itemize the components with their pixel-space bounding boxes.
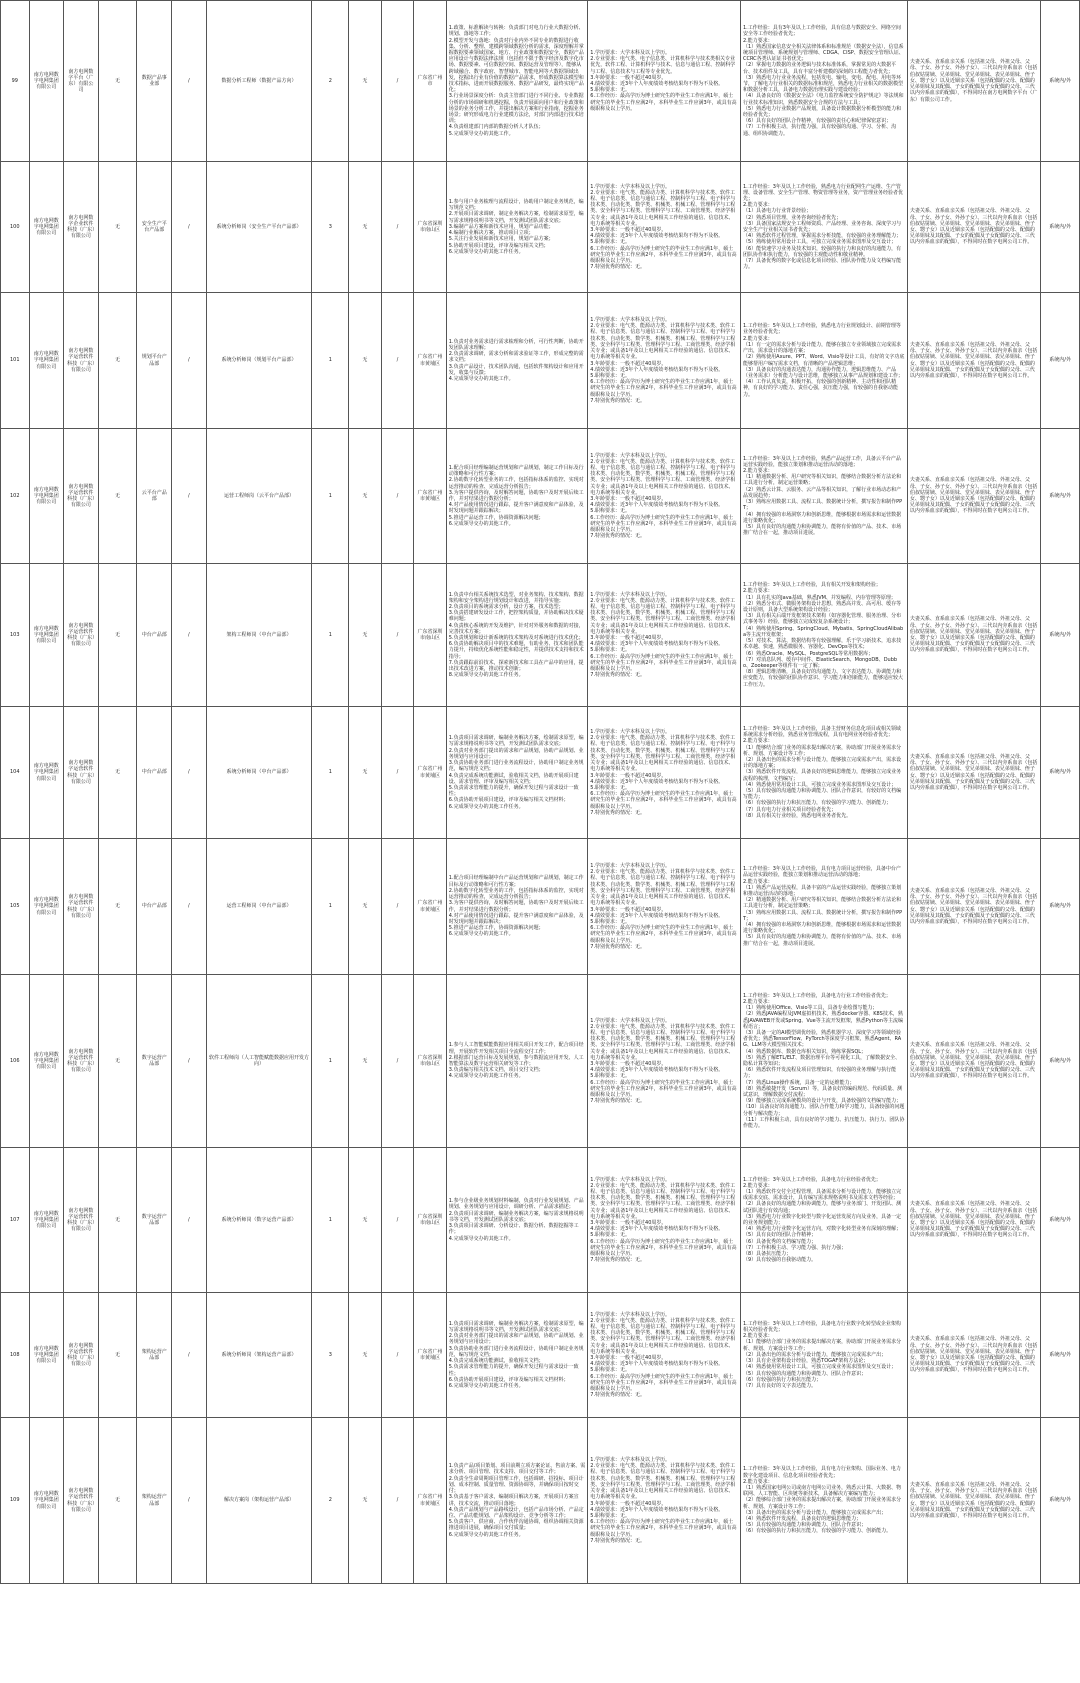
recruit-scope: 系统内/外 bbox=[1041, 839, 1080, 975]
avoidance-relations: 夫妻关系、直系血亲关系（包括祖父母、外祖父母、父母、子女、孙子女、外孙子女）、三代以内旁系血亲（包括伯叔姑舅姨、兄弟姐妹、堂兄弟姐妹、表兄弟姐妹、侄子女、甥子女）以及近姻亲关系（包括配偶的父母、配偶的兄弟姐妹及其配偶、子女的配偶及子女配偶的父母、三代以内旁系血亲的配偶），不得同时在数字电网公司工作。 bbox=[907, 293, 1040, 429]
work-location: 广东省广州市黄埔区 bbox=[414, 1418, 447, 1584]
company-name: 南方电网数字电网集团有限公司 bbox=[29, 162, 64, 293]
subsidiary-name: 南方电网数字平台（广东）有限公司 bbox=[64, 1, 99, 162]
department: 数字运营产品部 bbox=[137, 975, 172, 1148]
post-name: 数据分析工程师（数据产品方向） bbox=[206, 1, 312, 162]
recruit-scope: 系统内/外 bbox=[1041, 1, 1080, 162]
headcount: 1 bbox=[312, 429, 349, 564]
basic-requirements: 1.学历要求：大学本科及以上学历。 2.专业要求：电气类、能源动力类、计算机科学与技术类、软件工程、电子信息类、信息与通信工程、控制科学与工程、电子科学与技术类、自动化类、数学类、机械类、机械工程、管理科学与工程类、安全科学与工程类、管理科学与工程、工商管理类、经济学相关专业；或具备1年及以上电网相关工作经验的通信、信息技术、电力系统等相关专业。 3.年龄要求：一般不超过40周岁。 4.绩效要求：近3年个人年度绩效考核结果均不得为不及格。 5.职称要求：无。 6.工作经历：最高学历为博士研究生的毕业生工作应满1年，硕士研究生的毕业生工作应满2年，本科毕业生工作应满3年，或具有高级职称及以上学历。 7.特别优秀的情况：无。 bbox=[588, 1293, 741, 1418]
company-name: 南方电网数字电网集团有限公司 bbox=[29, 1, 64, 162]
basic-requirements: 1.学历要求：大学本科及以上学历。 2.专业要求：电气类、能源动力类、计算机科学与技术类、软件工程、电子信息类、信息与通信工程、控制科学与工程、电子科学与技术类、自动化类、数学类、机械类、机械工程、管理科学与工程类、安全科学与工程类、管理科学与工程、工商管理类、经济学相关专业；或具备1年及以上电网相关工作经验的通信、信息技术、电力系统等相关专业。 3.年龄要求：一般不超过40周岁。 4.绩效要求：近3年个人年度绩效考核结果均不得为不及格。 5.职称要求：无。 6.工作经历：最高学历为博士研究生的毕业生工作应满1年，硕士研究生的毕业生工作应满2年，本科毕业生工作应满3年，或具有高级职称及以上学历。 7.特别优秀的情况：无。 bbox=[588, 162, 741, 293]
recruit-scope: 系统内/外 bbox=[1041, 564, 1080, 707]
basic-requirements: 1.学历要求：大学本科及以上学历。 2.专业要求：电气类、能源动力类、计算机科学与技术类、软件工程、电子信息类、信息与通信工程、控制科学与工程、电子科学与技术类、自动化类、数学类、机械类、机械工程、管理科学与工程类、安全科学与工程类、管理科学与工程、工商管理类、经济学相关专业；或具备1年及以上电网相关工作经验的通信、信息技术、电力系统等相关专业。 3.年龄要求：一般不超过40周岁。 4.绩效要求：近3年个人年度绩效考核结果均不得为不及格。 5.职称要求：无。 6.工作经历：最高学历为博士研究生的毕业生工作应满1年，硕士研究生的毕业生工作应满2年，本科毕业生工作应满3年，或具有高级职称及以上学历。 7.特别优秀的情况：无。 bbox=[588, 564, 741, 707]
post-name: 运营工程师岗（云平台产品部） bbox=[206, 429, 312, 564]
basic-requirements: 1.学历要求：大学本科及以上学历。 2.专业要求：电气类、能源动力类、计算机科学与技术类、软件工程、电子信息类、信息与通信工程、控制科学与工程、电子科学与技术类、自动化类、数学类、机械类、机械工程、管理科学与工程类、安全科学与工程类、管理科学与工程、工商管理类、经济学相关专业；或具备1年及以上电网相关工作经验的通信、信息技术、电力系统等相关专业。 3.年龄要求：一般不超过40周岁。 4.绩效要求：近3年个人年度绩效考核结果均不得为不及格。 5.职称要求：无。 6.工作经历：最高学历为博士研究生的毕业生工作应满1年，硕士研究生的毕业生工作应满2年，本科毕业生工作应满3年，或具有高级职称及以上学历。 7.特别优秀的情况：无。 bbox=[588, 707, 741, 839]
qualification-requirements: 1.工作经验：3年及以上工作经验，熟悉产品运营工作，具备云平台产品运营实践经验，能独立策划和推动运营活动的落地； 2.能力要求： （1）精通数据分析、用户研究等相关知识，能够结合数据分析方法论和工具进行分析，制定运营策略； （2）熟悉云计算、云服务、云产品等相关知识，了解行业市场动态和产品发展趋势； （3）熟练应用数据工具、流程工具、数据统计分析，撰写报告和制作PPT； （4）拥有较强的市场洞察力和创新思维，能够根据市场需求和运营数据进行策略优化； （5）具有良好的沟通能力和协调能力，能将有价值的产品、技术、市场推广结合在一起，推动项目进展。 bbox=[740, 429, 907, 564]
recruit-scope: 系统内/外 bbox=[1041, 162, 1080, 293]
work-location: 广东省广州市黄埔区 bbox=[414, 1293, 447, 1418]
headcount: 1 bbox=[312, 1148, 349, 1293]
serial-number: 104 bbox=[1, 707, 30, 839]
level-cell: 无 bbox=[98, 707, 137, 839]
job-duties: 1.配合项目经理编制运营规划和产品规划，制定工作目标及行动策略和可行性方案； 2.协助数字化转型业务的工作，包括指标体系的监控、实现对运营推动的检查、完成运营分析报告； 3.为客户提供咨询，及时解答问题，协助客户及时开展后续工作，并对结果进行数据分析； 4.对产品使用情况进行跟踪，提升客户满意度和产品体验，及时发现问题并跟踪解决； 5.推进产品运营工作，协调资源解决问题； 6.完成领导交办的其他工作。 bbox=[446, 429, 587, 564]
post-name: 解决方案岗（架构运营产品部） bbox=[206, 1418, 312, 1584]
company-name: 南方电网数字电网集团有限公司 bbox=[29, 429, 64, 564]
qualification-requirements: 1.工作经验：3年及以上工作经验，具备主营财务信息化项目或相关领域系统需求分析经验，熟悉业务管理流程，具有电网业务经验者优先； 2.能力要求： （1）能够结合部门业务的需求提出解决方案，协助部门开展业务需求分析、规划、方案设计等工作； （2）具备出色的需求分析与设计能力，能够独立完成需求产出，需求设计的落地方案； （3）熟悉软件开发流程，具备良好的逻辑思维能力，能够独立完成业务流程的梳理，文档编写； （4）熟悉使用常用设计工具，可独立完成业务需求图形及交互设计； （5）具有较强的沟通能力和协调能力、团队合作意识，有较好的文档编写能力； （6）有较强的执行力和抗压能力，有较强的学习能力、创新能力； （7）具有电力行业相关项目经验者优先； （8）具有相关行业经验，熟悉电网业务者优先。 bbox=[740, 707, 907, 839]
level2-cell: 无 bbox=[349, 564, 382, 707]
company-name: 南方电网数字电网集团有限公司 bbox=[29, 975, 64, 1148]
avoidance-relations: 夫妻关系、直系血亲关系（包括祖父母、外祖父母、父母、子女、孙子女、外孙子女）、三代以内旁系血亲（包括伯叔姑舅姨、兄弟姐妹、堂兄弟姐妹、表兄弟姐妹、侄子女、甥子女）以及近姻亲关系（包括配偶的父母、配偶的兄弟姐妹及其配偶、子女的配偶及子女配偶的父母、三代以内旁系血亲的配偶），不得同时在数字电网公司工作。 bbox=[907, 1148, 1040, 1293]
company-name: 南方电网数字电网集团有限公司 bbox=[29, 1418, 64, 1584]
slash-cell: / bbox=[172, 1418, 207, 1584]
recruit-scope: 系统内/外 bbox=[1041, 1418, 1080, 1584]
serial-number: 107 bbox=[1, 1148, 30, 1293]
avoidance-relations: 夫妻关系、直系血亲关系（包括祖父母、外祖父母、父母、子女、孙子女、外孙子女）、三代以内旁系血亲（包括伯叔姑舅姨、兄弟姐妹、堂兄弟姐妹、表兄弟姐妹、侄子女、甥子女）以及近姻亲关系（包括配偶的父母、配偶的兄弟姐妹及其配偶、子女的配偶及子女配偶的父母、三代以内旁系血亲的配偶），不得同时在数字电网公司工作。 bbox=[907, 975, 1040, 1148]
level-cell: 无 bbox=[98, 839, 137, 975]
headcount: 1 bbox=[312, 293, 349, 429]
company-name: 南方电网数字电网集团有限公司 bbox=[29, 1148, 64, 1293]
headcount: 1 bbox=[312, 707, 349, 839]
level-cell: 无 bbox=[98, 975, 137, 1148]
qualification-requirements: 1.工作经验：3年及以上工作经验，具备电力行业数字化转型或企业架构相关经验者优先； 2.能力要求： （1）能够结合部门业务的需求提出解决方案，协助部门开展业务需求分析、规划、方案设计等工作； （2）具备出色的需求分析与设计能力，能够独立完成需求产出； （3）具有企业架构设计经验，熟悉TOGAF架构方法论； （4）熟悉使用常用设计工具，可独立完成业务需求图形及交互设计； （5）具有较强的沟通能力和协调能力、团队合作意识； （6）有较强的执行力和抗压能力； （7）具有良好的文字表达能力。 bbox=[740, 1293, 907, 1418]
company-name: 南方电网数字电网集团有限公司 bbox=[29, 293, 64, 429]
slash2-cell: / bbox=[381, 1418, 414, 1584]
company-name: 南方电网数字电网集团有限公司 bbox=[29, 839, 64, 975]
basic-requirements: 1.学历要求：大学本科及以上学历。 2.专业要求：电气类、能源动力类、计算机科学与技术类、软件工程、电子信息类、信息与通信工程、控制科学与工程、电子科学与技术类、自动化类、数学类、机械类、机械工程、管理科学与工程类、安全科学与工程类、管理科学与工程、工商管理类、经济学相关专业；或具备1年及以上电网相关工作经验的通信、信息技术、电力系统等相关专业。 3.年龄要求：一般不超过40周岁。 4.绩效要求：近3年个人年度绩效考核结果均不得为不及格。 5.职称要求：无。 6.工作经历：最高学历为博士研究生的毕业生工作应满1年，硕士研究生的毕业生工作应满2年，本科毕业生工作应满3年，或具有高级职称及以上学历。 7.特别优秀的情况：无。 bbox=[588, 975, 741, 1148]
department: 架构运营产品部 bbox=[137, 1418, 172, 1584]
slash2-cell: / bbox=[381, 1148, 414, 1293]
slash2-cell: / bbox=[381, 839, 414, 975]
company-name: 南方电网数字电网集团有限公司 bbox=[29, 1293, 64, 1418]
recruit-scope: 系统内/外 bbox=[1041, 707, 1080, 839]
level-cell: 无 bbox=[98, 1293, 137, 1418]
post-name: 系统分析师岗（中台产品部） bbox=[206, 707, 312, 839]
avoidance-relations: 夫妻关系、直系血亲关系（包括祖父母、外祖父母、父母、子女、孙子女、外孙子女）、三代以内旁系血亲（包括伯叔姑舅姨、兄弟姐妹、堂兄弟姐妹、表兄弟姐妹、侄子女、甥子女）以及近姻亲关系（包括配偶的父母、配偶的兄弟姐妹及其配偶、子女的配偶及子女配偶的父母、三代以内旁系血亲的配偶），不得同时在数字电网公司工作。 bbox=[907, 429, 1040, 564]
job-duties: 1.参与用户业务梳理与流程设计，协助用户制定业务规范，编写规范文档； 2.开展项目需求调研，制定业务解决方案，绘制需求原型，编写需求规格说明书等文档，开发测试团队需求交底； 3.编制产品方案和新技术应用，规划产品功能； 4.编制行业解决方案，推动项目立项； 5.关注行业发展和新技术应用，规划产品方案； 5.协助开展项目建设，评审及编写相关文档； 6.完成领导交办的其他工作任务。 bbox=[446, 162, 587, 293]
level2-cell: 无 bbox=[349, 707, 382, 839]
headcount: 3 bbox=[312, 162, 349, 293]
recruit-scope: 系统内/外 bbox=[1041, 429, 1080, 564]
job-duties: 1.政策、标准解读与转换：负责部门对电力行业大数据分析、规划、落地等工作； 2.模型开发与落地：负责对行业内外不同专业的数据进行收集、分析、整理、建模跨领域数据分析的需求，深度理解并掌握数据要素领域国家、地方、行业政策和数据安全，数据产品应用设计与数据法律法规（包括但不限于数字经济及数字化市场、数据要素、可信数据空间、数据运营及管理等），能够从跨域融合、数字政府、智慧城市、智能电网等大数据领域出发，挖掘出行业有价值的数据产品需求，形成数据算法模型和技术指标，进而开展数据服务、数据产品研发，最终实现产品化； 3.行业场景深度分析：负责主管部门进行不同行业、专业数据分析的市场调研和机遇挖掘，负责开展面向用户和行业政策和场景的业务分析工作，并提出解决方案和行业指南，挖掘业务场景；研究形成电力行业建模方法论，对部门内部进行技术培训； 4.负责组建部门内部的数据分析人才队伍； 5.完成领导交办的其他工作。 bbox=[446, 1, 587, 162]
level2-cell: 无 bbox=[349, 839, 382, 975]
department: 中台产品部 bbox=[137, 564, 172, 707]
slash2-cell: / bbox=[381, 1, 414, 162]
job-duties: 1.负责对业务需求进行需求梳理和分析，可行性判断，协助开发团队需求理解； 2.负责需求调研，需求分析和需求验证等工作，形成完整的需求文档； 3.负责产品设计，技术团队沟通，包括软件架构设计和应用开发，收集与反馈； 4.完成领导交办的其他工作。 bbox=[446, 293, 587, 429]
slash-cell: / bbox=[172, 293, 207, 429]
slash2-cell: / bbox=[381, 429, 414, 564]
job-duties: 1.负责产品/项目策划、项目前期立项方案论证、售前方案、需求分析、项目管理、技术支持、项目交付等工作； 2.负责全生命周期项目管理工作，包括调研、招投标、项目计划、成本控制、质量管理、资源协调等，并确保项目按时交付； 3.负责基于客户需求，编制项目解决方案，开展项目方案宣讲，技术交流，推动项目落地； 4.负责产品规划与产品路线设计，包括产品市场分析、产品定位、产品功能规划、产品架构设计、竞争分析等工作； 5.负责客户、供应商、合作伙伴沟通协调，组织协调相关资源推进项目进展，确保项目交付质量； 6.完成领导交办的其他工作任务。 bbox=[446, 1418, 587, 1584]
table-row bbox=[1, 1148, 1080, 1293]
headcount: 2 bbox=[312, 1, 349, 162]
serial-number: 101 bbox=[1, 293, 30, 429]
recruit-scope: 系统内/外 bbox=[1041, 1293, 1080, 1418]
work-location: 广东省深圳市南山区 bbox=[414, 564, 447, 707]
table-row bbox=[1, 293, 1080, 429]
slash-cell: / bbox=[172, 162, 207, 293]
subsidiary-name: 南方电网数字运营软件科技（广东）有限公司 bbox=[64, 1148, 99, 1293]
post-name: 系统分析师岗（安全生产平台产品部） bbox=[206, 162, 312, 293]
post-name: 软件工程师岗（人工智能赋能数据应用开发方向） bbox=[206, 975, 312, 1148]
slash-cell: / bbox=[172, 1148, 207, 1293]
company-name: 南方电网数字电网集团有限公司 bbox=[29, 707, 64, 839]
department: 数字运营产品部 bbox=[137, 1148, 172, 1293]
basic-requirements: 1.学历要求：大学本科及以上学历。 2.专业要求：电气类、电子信息类、计算机科学与技术类相关专业优先，软件工程、计算机科学与技术、信息与通信工程、控制科学与工程、信息技术与工程等专业优先。 3.年龄要求：一般不超过40周岁。 4.绩效要求：近3年个人年度绩效考核结果均不得为不及格。 5.职称要求：无。 6.工作经历：最高学历为博士研究生的毕业生工作应满1年，硕士研究生的毕业生工作应满2年，本科毕业生工作应满3年，或具有高级职称及以上学历。 bbox=[588, 1, 741, 162]
level-cell: 无 bbox=[98, 293, 137, 429]
headcount: 3 bbox=[312, 1293, 349, 1418]
subsidiary-name: 南方电网数字运营软件科技（广东）有限公司 bbox=[64, 429, 99, 564]
level-cell: 无 bbox=[98, 564, 137, 707]
headcount: 2 bbox=[312, 1418, 349, 1584]
basic-requirements: 1.学历要求：大学本科及以上学历。 2.专业要求：电气类、能源动力类、计算机科学与技术类、软件工程、电子信息类、信息与通信工程、控制科学与工程、电子科学与技术类、自动化类、数学类、机械类、机械工程、管理科学与工程类、安全科学与工程类、管理科学与工程、工商管理类、经济学相关专业；或具备1年及以上电网相关工作经验的通信、信息技术、电力系统等相关专业。 3.年龄要求：一般不超过40周岁。 4.绩效要求：近3年个人年度绩效考核结果均不得为不及格。 5.职称要求：无。 6.工作经历：最高学历为博士研究生的毕业生工作应满1年，硕士研究生的毕业生工作应满2年，本科毕业生工作应满3年，或具有高级职称及以上学历。 7.特别优秀的情况：无。 bbox=[588, 429, 741, 564]
subsidiary-name: 南方电网数字运营软件科技（广东）有限公司 bbox=[64, 707, 99, 839]
serial-number: 105 bbox=[1, 839, 30, 975]
level-cell: 无 bbox=[98, 429, 137, 564]
slash2-cell: / bbox=[381, 293, 414, 429]
table-row bbox=[1, 839, 1080, 975]
work-location: 广东省广州市黄埔区 bbox=[414, 429, 447, 564]
level2-cell: 无 bbox=[349, 293, 382, 429]
avoidance-relations: 夫妻关系、直系血亲关系（包括祖父母、外祖父母、父母、子女、孙子女、外孙子女）、三代以内旁系血亲（包括伯叔姑舅姨、兄弟姐妹、堂兄弟姐妹、表兄弟姐妹、侄子女、甥子女）以及近姻亲关系（包括配偶的父母、配偶的兄弟姐妹及其配偶、子女的配偶及子女配偶的父母、三代以内旁系血亲的配偶），不得同时在数字电网公司工作。 bbox=[907, 707, 1040, 839]
qualification-requirements: 1.工作经验：3年及以上工作经验，具备电力行业工作经验者优先； 2.能力要求： （1）熟练使用Office、Visio等工具，具备专业绘图写能力； （2）熟悉JAVA编程及JVM虚拟机技术，熟悉docker容器、K8S技术，熟悉JAVAWEB开发或Spring、Vue等主流开发框架，熟悉Python等主流编程语言； （3）具备一定的AI模型调优经验，熟悉机器学习、深度学习等领域经验者优先；熟悉TensorFlow、PyTorch等深度学习框架，熟悉Agent、RAG、LLM等大模型相关技术； （4）熟悉数据库、数据仓库相关知识，熟练掌握SQL； （5）熟悉了解ETL/ELT、数据治理平台等可视化工具，了解数据安全、隐私计算等知识； （6）熟悉软件开发流程及项目管理知识，有较强的业务理解与执行能力； （7）熟悉Linux操作系统，具备一定的运维能力； （8）熟悉敏捷开发（Scrum）等，具备良好的编码规范、代码质量、测试意识，理解数据交付流程； （9）能够独立完成系统模块的设计与开发，具备较强的文档编写能力； （10）具备良好的沟通能力、团队合作能力和学习能力，具备较强的问题分析与解决能力； （11）工作积极主动，具有良好的学习能力、抗压能力、执行力、团队协作能力。 bbox=[740, 975, 907, 1148]
serial-number: 102 bbox=[1, 429, 30, 564]
headcount: 1 bbox=[312, 564, 349, 707]
work-location: 广东省广州市黄埔区 bbox=[414, 293, 447, 429]
subsidiary-name: 南方电网数字运营软件科技（广东）有限公司 bbox=[64, 1418, 99, 1584]
department: 安全生产平台产品部 bbox=[137, 162, 172, 293]
job-duties: 1.参与人工智能赋能数据应用相关项目开发工作，配合项目经理，开展软件开发相关项目全流程交付工作； 2.根据部门运营目标及发展规划，参与数据流应用开发、人工智能算法及数字运营相关研发等工作； 3.负责编写相关技术文档，项目交付文档； 4.完成领导交办的其他工作任务。 bbox=[446, 975, 587, 1148]
slash2-cell: / bbox=[381, 162, 414, 293]
level-cell: 无 bbox=[98, 162, 137, 293]
table-row bbox=[1, 1418, 1080, 1584]
table-body bbox=[1, 1, 1080, 1584]
subsidiary-name: 南方电网数字企业软件科技（广东）有限公司 bbox=[64, 162, 99, 293]
recruit-scope: 系统内/外 bbox=[1041, 975, 1080, 1148]
avoidance-relations: 夫妻关系、直系血亲关系（包括祖父母、外祖父母、父母、子女、孙子女、外孙子女）、三代以内旁系血亲（包括伯叔姑舅姨、兄弟姐妹、堂兄弟姐妹、表兄弟姐妹、侄子女、甥子女）以及近姻亲关系（包括配偶的父母、配偶的兄弟姐妹及其配偶、子女的配偶及子女配偶的父母、三代以内旁系血亲的配偶），不得同时在南方电网数字平台（广东）有限公司工作。 bbox=[907, 1, 1040, 162]
avoidance-relations: 夫妻关系、直系血亲关系（包括祖父母、外祖父母、父母、子女、孙子女、外孙子女）、三代以内旁系血亲（包括伯叔姑舅姨、兄弟姐妹、堂兄弟姐妹、表兄弟姐妹、侄子女、甥子女）以及近姻亲关系（包括配偶的父母、配偶的兄弟姐妹及其配偶、子女的配偶及子女配偶的父母、三代以内旁系血亲的配偶），不得同时在数字电网公司工作。 bbox=[907, 839, 1040, 975]
company-name: 南方电网数字电网集团有限公司 bbox=[29, 564, 64, 707]
slash-cell: / bbox=[172, 975, 207, 1148]
level2-cell: 无 bbox=[349, 162, 382, 293]
work-location: 广东省广州市黄埔区 bbox=[414, 839, 447, 975]
table-row bbox=[1, 162, 1080, 293]
serial-number: 109 bbox=[1, 1418, 30, 1584]
job-duties: 1.参与企业级业务规划材料编制，负责对行业发展规划、产品规划、业务规划与应用设计，调研分析、产品需求描述； 2.负责项目需求调研、编制业务解决方案，编写需求规格说明书等文档，开发测试团队需求交底； 3.负责项目需求调研、分析设计、数据分析、数据挖掘等工作； 4.完成领导交办的其他工作。 bbox=[446, 1148, 587, 1293]
slash-cell: / bbox=[172, 707, 207, 839]
slash2-cell: / bbox=[381, 975, 414, 1148]
subsidiary-name: 南方电网数字运营软件科技（广东）有限公司 bbox=[64, 839, 99, 975]
job-duties: 1.配合项目经理编制中台产品运营规划和产品规划，制定工作目标及行动策略和可行性方案； 2.协助数字化转型业务的工作，包括指标体系的监控，实现对运营推动的检查，完成运营分析报告； 3.为客户提供咨询，及时解答问题，协助客户及时开展后续工作，并对结果进行数据分析； 4.对产品使用情况进行跟踪，提升客户满意度和产品体验，及时发现问题并跟踪解决； 5.推进产品运营工作，协调资源解决问题； 6.完成领导交办的其他工作。 bbox=[446, 839, 587, 975]
basic-requirements: 1.学历要求：大学本科及以上学历。 2.专业要求：电气类、能源动力类、计算机科学与技术类、软件工程、电子信息类、信息与通信工程、控制科学与工程、电子科学与技术类、自动化类、数学类、机械类、机械工程、管理科学与工程类、安全科学与工程类、管理科学与工程、工商管理类、经济学相关专业；或具备1年及以上电网相关工作经验的通信、信息技术、电力系统等相关专业。 3.年龄要求：一般不超过40周岁。 4.绩效要求：近3年个人年度绩效考核结果均不得为不及格。 5.职称要求：无。 6.工作经历：最高学历为博士研究生的毕业生工作应满1年，硕士研究生的毕业生工作应满2年，本科毕业生工作应满3年，或具有高级职称及以上学历。 7.特别优秀的情况：无。 bbox=[588, 293, 741, 429]
table-row bbox=[1, 1293, 1080, 1418]
post-name: 系统分析师岗（架构运营产品部） bbox=[206, 1293, 312, 1418]
qualification-requirements: 1.工作经验：3年及以上工作经验，具备电力行业经验者优先； 2.能力要求： （1）熟悉软件交付全过程管理，具备需求分析与设计能力，能够独立完成需求交底、需求设计，具有编写需求规格说明书及需求文档等经验； （2）具备良好的沟通能力和协调能力，能够与业务部门、开发团队、测试团队进行有效沟通； （3）熟悉电力行业数字化转型与数字化运营发展方向及业务，具备一定的业务规划能力； （4）熟悉电力行业数字化运营方向，对数字化转型业务有深刻的理解； （5）具有良好的团队合作精神； （6）具备优秀的文档编写能力； （7）工作积极主动、学习能力强、执行力强； （8）具备抗压能力； （9）具有较强的自我驱动能力。 bbox=[740, 1148, 907, 1293]
slash2-cell: / bbox=[381, 564, 414, 707]
serial-number: 103 bbox=[1, 564, 30, 707]
table-row bbox=[1, 707, 1080, 839]
avoidance-relations: 夫妻关系、直系血亲关系（包括祖父母、外祖父母、父母、子女、孙子女、外孙子女）、三代以内旁系血亲（包括伯叔姑舅姨、兄弟姐妹、堂兄弟姐妹、表兄弟姐妹、侄子女、甥子女）以及近姻亲关系（包括配偶的父母、配偶的兄弟姐妹及其配偶、子女的配偶及子女配偶的父母、三代以内旁系血亲的配偶），不得同时在数字电网公司工作。 bbox=[907, 1293, 1040, 1418]
department: 中台产品部 bbox=[137, 839, 172, 975]
subsidiary-name: 南方电网数字运营软件科技（广东）有限公司 bbox=[64, 975, 99, 1148]
basic-requirements: 1.学历要求：大学本科及以上学历。 2.专业要求：电气类、能源动力类、计算机科学与技术类、软件工程、电子信息类、信息与通信工程、控制科学与工程、电子科学与技术类、自动化类、数学类、机械类、机械工程、管理科学与工程类、安全科学与工程类、管理科学与工程、工商管理类、经济学相关专业；或具备1年及以上电网相关工作经验的通信、信息技术、电力系统等相关专业。 3.年龄要求：一般不超过40周岁。 4.绩效要求：近3年个人年度绩效考核结果均不得为不及格。 5.职称要求：无。 6.工作经历：最高学历为博士研究生的毕业生工作应满1年，硕士研究生的毕业生工作应满2年，本科毕业生工作应满3年，或具有高级职称及以上学历。 7.特别优秀的情况：无。 bbox=[588, 839, 741, 975]
qualification-requirements: 1.工作经验：3年及以上工作经验，具有相关开发和架构经验； 2.能力要求： （1）具有扎实的Java基础，熟悉JVM、并发编程、内存管理等原理； （2）熟悉分布式、微服务架构设计思想，熟悉高并发、高可用、缓存等设计原则，具备大型系统架构设计经验； （3）具有相关后端开发框架技术架构（如容器化管理、服务治理、分布式事务等）经验，能够独立完成较复杂系统设计； （4）熟练使用Spring、SpringCloud、Mybatis、SpringCloudAlibaba等主流开发框架； （5）对技术、算法、数据结构等有较强理解，乐于学习新技术，追求技术卓越、快速，熟悉微服务、容器化、DevOps等技术； （6）熟悉Oracle、MySQL、PostgreSQL等常用数据库； （7）对消息队列、缓存中间件、ElasticSearch、MongoDB、Dubbo、Zookeeper等组件有一定了解； （8）逻辑思维清晰，具备良好的沟通能力、文字表达能力、协调能力和应变能力，有较强的团队协作意识、学习能力和创新能力，能够适应较大工作压力。 bbox=[740, 564, 907, 707]
post-name: 系统分析师岗（规划平台产品部） bbox=[206, 293, 312, 429]
avoidance-relations: 夫妻关系、直系血亲关系（包括祖父母、外祖父母、父母、子女、孙子女、外孙子女）、三代以内旁系血亲（包括伯叔姑舅姨、兄弟姐妹、堂兄弟姐妹、表兄弟姐妹、侄子女、甥子女）以及近姻亲关系（包括配偶的父母、配偶的兄弟姐妹及其配偶、子女的配偶及子女配偶的父母、三代以内旁系血亲的配偶），不得同时在数字电网公司工作。 bbox=[907, 162, 1040, 293]
post-name: 架构工程师岗（中台产品部） bbox=[206, 564, 312, 707]
job-duties: 1.负责中台相关系统技术选型，对业务架构、技术架构、数据架构和安全架构进行规划设计和改进，并指导实施； 2.负责项目的系统需求分析，设计方案，技术选型； 3.负责搭建研发设计工作，把控架构质量，并协助解决技术疑难问题； 4.负责核心系统的开发及维护，针对对外服务和数据的对接，完善技术方案； 5.负责规划和设计新系统的技术架构及对系统进行技术优化； 6.负责协助解决项目中的技术难题，有助业务、技术和团队能力提升，持续优化系统性能和稳定性，并提供技术支持和技术指导； 7.负责跟踪前沿技术，探索新技术和工具在产品中的应用，提出技术改进方案，推动技术创新； 8.完成领导交办的其他工作任务。 bbox=[446, 564, 587, 707]
level-cell: 无 bbox=[98, 1, 137, 162]
serial-number: 108 bbox=[1, 1293, 30, 1418]
serial-number: 106 bbox=[1, 975, 30, 1148]
level-cell: 无 bbox=[98, 1418, 137, 1584]
serial-number: 100 bbox=[1, 162, 30, 293]
post-name: 运营工程师岗（中台产品部） bbox=[206, 839, 312, 975]
table-row bbox=[1, 564, 1080, 707]
level2-cell: 无 bbox=[349, 429, 382, 564]
slash-cell: / bbox=[172, 429, 207, 564]
table-row bbox=[1, 975, 1080, 1148]
level2-cell: 无 bbox=[349, 1, 382, 162]
basic-requirements: 1.学历要求：大学本科及以上学历。 2.专业要求：电气类、能源动力类、计算机科学与技术类、软件工程、电子信息类、信息与通信工程、控制科学与工程、电子科学与技术类、自动化类、数学类、机械类、机械工程、管理科学与工程类、安全科学与工程类、管理科学与工程、工商管理类、经济学相关专业；或具备1年及以上电网相关工作经验的通信、信息技术、电力系统等相关专业。 3.年龄要求：一般不超过40周岁。 4.绩效要求：近3年个人年度绩效考核结果均不得为不及格。 5.职称要求：无。 6.工作经历：最高学历为博士研究生的毕业生工作应满1年，硕士研究生的毕业生工作应满2年，本科毕业生工作应满3年，或具有高级职称及以上学历。 7.特别优秀的情况：无。 bbox=[588, 1418, 741, 1584]
recruit-scope: 系统内/外 bbox=[1041, 1148, 1080, 1293]
qualification-requirements: 1.工作经验：5年及以上工作经验，熟悉电力行业规划设计、前期管理等业务经验者优先； 2.能力要求： （1）有一定的需求分析与设计能力，能够在独立专业领域独立完成需求产出，需求设计的落地方案； （2）熟练使用Axure、PPT、Word、Visio等设计工具，有好的文字功底能够帮用户编写需求文档，有清晰的产品逻辑思维； （3）具备良好的沟通表达能力，沟通协作能力，逻辑思维能力、产品（业务需求）分析能力与设计思维，能够独立从事产品规划和建设工作； （4）工作认真负责，积极开拓，有较强的创新精神、主动性和团队精神，有良好的学习能力、责任心强，抗压能力强，有较强的自我驱动能力。 bbox=[740, 293, 907, 429]
work-location: 广东省广州市黄埔区 bbox=[414, 707, 447, 839]
level2-cell: 无 bbox=[349, 1293, 382, 1418]
subsidiary-name: 南方电网数字运营软件科技（广东）有限公司 bbox=[64, 564, 99, 707]
level2-cell: 无 bbox=[349, 1418, 382, 1584]
qualification-requirements: 1.工作经验：3年及以上工作经验，熟悉电力行业配网生产运维、生产管理、设备管理、安全生产管理、物资管理等业务，资产管理业务经验者优先； 2.能力要求： （1）具备电力行业背景经验； （2）熟悉项目管理，业务咨询经验者优先； （3）具备国家法规安全工程师资质、产品经理、业务咨询、深度学习与安全生产行业相关证书者优先； （4）熟悉软件过程管理，掌握需求分析技能，有较强的业务理解能力； （5）熟练使用常用设计工具，可独立完成业务需求图形及交互设计； （6）能快速学习业务及技术知识，较强的执行力和良好的沟通能力，有团队协作和执行能力，有较强的主观能动性和敬业精神。 （7）具备优秀的数字化或信息化项目经验、团队协作能力及文档编写能力。 bbox=[740, 162, 907, 293]
job-duties: 1.负责项目需求调研，编制业务解决方案，绘制需求原型，编写需求规格说明书等文档，开发测试团队需求交底； 2.负责对业务部门提出的需求和产品规划，协助产品规划、业务规划与应用设计； 3.负责协助业务部门进行业务流程设计，协助用户制定业务规范，编写规范文档； 4.负责完成系统功能测试，验收相关文档，协助开展项目建设、需求管理、评审及编写相关文档； 5.负责需求管理能力的提升，确保开发过程与需求设计一致性； 6.负责协助开展项目建设，评审及编写相关文档材料； 6.完成领导交办的其他工作任务。 bbox=[446, 707, 587, 839]
subsidiary-name: 南方电网数字运营软件科技（广东）有限公司 bbox=[64, 293, 99, 429]
qualification-requirements: 1.工作经验：3年及以上工作经验，具有电力行业架构、国际业务、电力数字化建设项目、信息化项目经验者优先； 2.能力要求： （1）熟悉国家电网公司或南方电网公司业务，熟悉云计算、大数据、物联网、人工智能、区块链等新技术，具备解决方案编写能力； （2）能够综合部门业务的需求提出解决方案，协助部门开展业务需求分析、规划、方案设计等工作； （3）具备出色的需求分析与设计能力，能够独立完成需求产出； （4）熟悉软件开发流程，具备良好的逻辑思维能力； （5）具有较强的沟通能力和协调能力、团队合作意识； （6）有较强的执行力和抗压能力，有较强的学习能力、创新能力。 bbox=[740, 1418, 907, 1584]
slash2-cell: / bbox=[381, 1293, 414, 1418]
recruit-scope: 系统内/外 bbox=[1041, 293, 1080, 429]
slash2-cell: / bbox=[381, 707, 414, 839]
work-location: 广东省深圳市南山区 bbox=[414, 975, 447, 1148]
subsidiary-name: 南方电网数字运营软件科技（广东）有限公司 bbox=[64, 1293, 99, 1418]
department: 数据产品事业部 bbox=[137, 1, 172, 162]
avoidance-relations: 夫妻关系、直系血亲关系（包括祖父母、外祖父母、父母、子女、孙子女、外孙子女）、三代以内旁系血亲（包括伯叔姑舅姨、兄弟姐妹、堂兄弟姐妹、表兄弟姐妹、侄子女、甥子女）以及近姻亲关系（包括配偶的父母、配偶的兄弟姐妹及其配偶、子女的配偶及子女配偶的父母、三代以内旁系血亲的配偶），不得同时在数字电网公司工作。 bbox=[907, 564, 1040, 707]
slash-cell: / bbox=[172, 564, 207, 707]
qualification-requirements: 1.工作经验：具有3年及以上工作经验，具有信息与数据安全、网络空间安全等工作经验者优先； 2.能力要求： （1）熟悉国家信息安全相关法律体系和标准规范（数据安全法），信息系统项目管理师、系统规划与管理师、CDGA、CISP、数据安全管理认证、CCRC各类认证证书者优先； （2）掌握电力数据的业务逻辑与技术标准体系，掌握常见的大数据平台、技术组件及工具，具有丰富分析建模的深刻的工程能力者优先； （3）熟悉电力行业业务流程，包括发电、输电、变电、配电、用电等环节，了解电力行业相关的数据标准和规范，熟悉电力行业相关的数据模型和数据分析工具，具备电力数据治理实践与建设经验； （4）具备良好的《数据安全法》《电力监控系统安全防护规定》等法规和行业技术标准知识，熟悉数据安全合规的方法与工具； （5）熟悉电力行业数据产品规划，具备设计数据数据分析模型的能力和经验者优先； （6）具有良好的团队合作精神，有较强的责任心和纪律保密意识； （7）工作积极主动，执行能力强，具有较强的沟通、学习、分析、沟通、组织协调能力。 bbox=[740, 1, 907, 162]
level-cell: 无 bbox=[98, 1148, 137, 1293]
job-duties: 1.负责项目需求调研，编制业务解决方案，绘制需求原型，编写需求规格说明书等文档，开发测试团队需求交底； 2.负责对业务部门提出的需求和产品规划，协助产品规划、业务规划与应用设计； 3.负责协助业务部门进行业务流程设计，协助用户制定业务规范，编写规范文档； 4.负责完成系统功能测试，验收相关文档； 5.负责需求管理能力的提升，确保开发过程与需求设计一致性； 6.负责协助开展项目建设，评审及编写相关文档材料； 6.完成领导交办的其他工作任务。 bbox=[446, 1293, 587, 1418]
work-location: 广东省广州市 bbox=[414, 1, 447, 162]
department: 规划平台产品部 bbox=[137, 293, 172, 429]
department: 架构运营产品部 bbox=[137, 1293, 172, 1418]
table-row bbox=[1, 1, 1080, 162]
slash-cell: / bbox=[172, 1293, 207, 1418]
slash-cell: / bbox=[172, 839, 207, 975]
basic-requirements: 1.学历要求：大学本科及以上学历。 2.专业要求：电气类、能源动力类、计算机科学与技术类、软件工程、电子信息类、信息与通信工程、控制科学与工程、电子科学与技术类、自动化类、数学类、机械类、机械工程、管理科学与工程类、安全科学与工程类、管理科学与工程、工商管理类、经济学相关专业；或具备1年及以上电网相关工作经验的通信、信息技术、电力系统等相关专业。 3.年龄要求：一般不超过40周岁。 4.绩效要求：近3年个人年度绩效考核结果均不得为不及格。 5.职称要求：无。 6.工作经历：最高学历为博士研究生的毕业生工作应满1年，硕士研究生的毕业生工作应满2年，本科毕业生工作应满3年，或具有高级职称及以上学历。 7.特别优秀的情况：无。 bbox=[588, 1148, 741, 1293]
slash-cell: / bbox=[172, 1, 207, 162]
avoidance-relations: 夫妻关系、直系血亲关系（包括祖父母、外祖父母、父母、子女、孙子女、外孙子女）、三代以内旁系血亲（包括伯叔姑舅姨、兄弟姐妹、堂兄弟姐妹、表兄弟姐妹、侄子女、甥子女）以及近姻亲关系（包括配偶的父母、配偶的兄弟姐妹及其配偶、子女的配偶及子女配偶的父母、三代以内旁系血亲的配偶），不得同时在数字电网公司工作。 bbox=[907, 1418, 1040, 1584]
headcount: 1 bbox=[312, 975, 349, 1148]
post-name: 系统分析师岗（数字运营产品部） bbox=[206, 1148, 312, 1293]
qualification-requirements: 1.工作经验：3年及以上工作经验，具有电力项目运营经验，具备中台产品运营实践经验，能独立策划和推动运营活动的落地； 2.能力要求： （1）熟悉产品运营流程，具备丰富的产品运营实践经验，能够独立策划和推动运营活动的落地； （2）精通数据分析、用户研究等相关知识，能够结合数据分析方法论和工具进行分析，制定运营策略； （3）熟练应用数据工具、流程工具、数据统计分析，撰写报告和制作PPT； （4）拥有较强的市场洞察力和创新思维，能够根据市场需求和运营数据进行策略优化； （5）具有良好的沟通能力和协调能力，能将有价值的产品、技术、市场推广结合在一起，推动项目进展。 bbox=[740, 839, 907, 975]
work-location: 广东省深圳市南山区 bbox=[414, 1148, 447, 1293]
level2-cell: 无 bbox=[349, 1148, 382, 1293]
department: 中台产品部 bbox=[137, 707, 172, 839]
level2-cell: 无 bbox=[349, 975, 382, 1148]
department: 云平台产品部 bbox=[137, 429, 172, 564]
headcount: 1 bbox=[312, 839, 349, 975]
table-row bbox=[1, 429, 1080, 564]
work-location: 广东省深圳市南山区 bbox=[414, 162, 447, 293]
serial-number: 99 bbox=[1, 1, 30, 162]
